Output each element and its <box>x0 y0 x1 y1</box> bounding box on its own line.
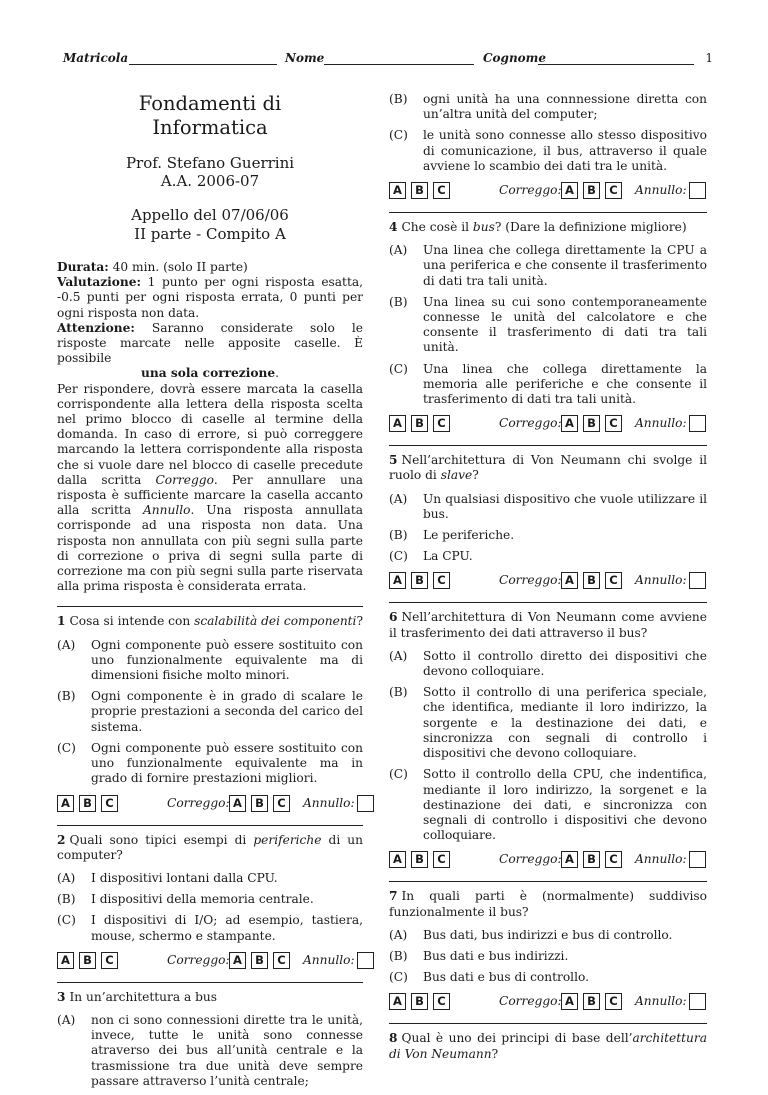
question-number: 2 <box>57 832 66 847</box>
separator <box>389 445 707 446</box>
option-text: Bus dati e bus di controllo. <box>423 970 589 985</box>
appello-date: Appello del 07/06/06 <box>131 206 289 224</box>
option-item <box>57 638 363 684</box>
options-list <box>389 928 707 986</box>
correggo-label: Correggo: <box>499 573 562 588</box>
question-emphasis: periferiche <box>253 832 322 847</box>
cognome-label: Cognome <box>483 51 547 65</box>
option-text: non ci sono connessioni dirette tra le unità, invece, tutte le unità sono connesse atraverso dei bus all’unità centrale e la trasmissione tra due unità deve sempre passare attraverso l’unità centrale; <box>91 1012 363 1088</box>
option-item <box>57 913 363 943</box>
attenzione-text: Saranno considerate solo le risposte marcate nelle apposite caselle. È possibile <box>57 320 363 366</box>
option-item <box>389 92 707 122</box>
option-label: (C) <box>389 128 408 143</box>
option-text: La CPU. <box>423 549 473 564</box>
academic-year: A.A. 2006-07 <box>160 172 260 190</box>
answer-row <box>389 180 707 206</box>
answer-row <box>389 849 707 875</box>
correction-box-a[interactable]: A <box>561 851 578 868</box>
instructions-body <box>57 382 363 595</box>
question-post: di un computer? <box>57 832 363 862</box>
correction-box-a[interactable]: A <box>229 795 246 812</box>
option-item <box>389 549 707 564</box>
options-list <box>57 1013 363 1089</box>
answer-box-b[interactable]: B <box>411 182 428 199</box>
option-label: (B) <box>389 685 408 700</box>
option-item <box>389 970 707 985</box>
option-text: Bus dati e bus indirizzi. <box>423 948 569 963</box>
option-text: Sotto il controllo della CPU, che indentifica, mediante il loro indirizzo, la sorgenet e la destinazione dei dati, e sincronizza con segnali di controllo i dispositivi che devono colloquiare. <box>423 767 707 843</box>
correction-box-b[interactable]: B <box>583 851 600 868</box>
question-5 <box>389 453 707 564</box>
separator <box>57 606 363 607</box>
annullo-label: Annullo: <box>635 573 687 588</box>
correction-box-c[interactable]: C <box>605 182 622 199</box>
page-number: 1 <box>705 51 713 65</box>
option-label: (A) <box>57 870 76 885</box>
correction-box-b[interactable]: B <box>583 572 600 589</box>
answer-box-b[interactable]: B <box>79 795 96 812</box>
valutazione-line <box>57 275 363 321</box>
option-text: ogni unità ha una connnessione diretta con un’altra unità del computer; <box>423 92 707 122</box>
matricola-field[interactable] <box>129 64 277 65</box>
annullo-label: Annullo: <box>635 183 687 198</box>
correction-box-a[interactable]: A <box>561 182 578 199</box>
question-emphasis: bus <box>472 220 495 235</box>
option-item <box>389 949 707 964</box>
option-text: Sotto il controllo di una periferica speciale, che identifica, mediante il loro indirizzo, la sorgente e la destinazione dei dati, e sincronizza con segnali di controllo i dispositivi che devono colloquiare. <box>423 685 707 761</box>
professor: Prof. Stefano Guerrini <box>125 154 295 172</box>
question-post: ? (Dare la definizione migliore) <box>494 220 687 235</box>
correction-box-a[interactable]: A <box>561 993 578 1010</box>
answer-row <box>389 570 707 596</box>
question-3 <box>57 990 363 1089</box>
correction-box-c[interactable]: C <box>605 993 622 1010</box>
option-text: Un qualsiasi dispositivo che vuole utilizzare il bus. <box>423 491 707 521</box>
course-title-line2: Informatica <box>152 116 268 139</box>
option-label: (A) <box>57 1012 76 1027</box>
separator <box>389 881 707 882</box>
answer-box-c[interactable]: C <box>433 851 450 868</box>
option-text: I dispositivi della memoria centrale. <box>91 892 314 907</box>
separator <box>57 825 363 826</box>
option-text: Ogni componente è in grado di scalare le proprie prestazioni a seconda del carico del sistema. <box>91 689 363 734</box>
durata-label: Durata: <box>57 260 109 274</box>
annullo-box[interactable] <box>357 795 374 812</box>
answer-box-c[interactable]: C <box>101 952 118 969</box>
annullo-box[interactable] <box>689 415 706 432</box>
annullo-label: Annullo: <box>635 994 687 1009</box>
annullo-box[interactable] <box>689 993 706 1010</box>
correction-box-a[interactable]: A <box>561 415 578 432</box>
correggo-label: Correggo: <box>499 183 562 198</box>
question-2 <box>57 833 363 944</box>
question-7 <box>389 889 707 985</box>
correggo-word: Correggo <box>155 472 214 487</box>
option-label: (C) <box>389 549 408 564</box>
question-post: ? <box>491 1046 499 1061</box>
annullo-box[interactable] <box>689 851 706 868</box>
question-number: 1 <box>57 614 66 629</box>
answer-box-a[interactable]: A <box>57 952 74 969</box>
attenzione-label: Attenzione: <box>57 320 135 335</box>
annullo-label: Annullo: <box>303 952 355 967</box>
option-text: Bus dati, bus indirizzi e bus di controllo. <box>423 927 673 942</box>
correction-box-c[interactable]: C <box>605 572 622 589</box>
option-text: I dispositivi lontani dalla CPU. <box>91 870 278 885</box>
option-label: (A) <box>389 648 408 663</box>
nome-field[interactable] <box>324 64 474 65</box>
cognome-field[interactable] <box>538 64 694 65</box>
annullo-label: Annullo: <box>303 795 355 810</box>
answer-box-a[interactable]: A <box>389 415 406 432</box>
question-number: 8 <box>389 1031 398 1046</box>
question-text <box>57 833 363 863</box>
separator <box>389 1023 707 1024</box>
option-item <box>389 767 707 843</box>
option-text: le unità sono connesse allo stesso dispositivo di comunicazione, il bus, attraverso il quale avviene lo scambio dei dati tra le unità. <box>423 128 707 173</box>
correggo-label: Correggo: <box>499 416 562 431</box>
instructions-body-2: . Per annullare una risposta è sufficiente marcare la casella accanto alla scritta <box>57 472 363 518</box>
option-label: (A) <box>389 243 408 258</box>
option-label: (C) <box>389 361 408 376</box>
correggo-label: Correggo: <box>167 952 230 967</box>
options-list <box>57 871 363 944</box>
options-list <box>389 243 707 407</box>
question-text <box>389 1031 707 1061</box>
question-pre: In un’architettura a bus <box>69 989 218 1004</box>
nome-label: Nome <box>285 51 325 65</box>
question-emphasis: slave <box>440 468 473 483</box>
correction-box-c[interactable]: C <box>273 795 290 812</box>
option-label: (A) <box>389 491 408 506</box>
option-item <box>57 871 363 886</box>
option-item <box>389 295 707 356</box>
answer-box-c[interactable]: C <box>101 795 118 812</box>
answer-box-a[interactable]: A <box>57 795 74 812</box>
option-label: (A) <box>389 927 408 942</box>
correction-box-c[interactable]: C <box>273 952 290 969</box>
instructions-body-3: . Una risposta annullata corrisponde ad una risposta non data. Una risposta non annullata con più segni sulla parte di correzione o priva di segni sulla parte di correzione ma con più segni sulla parte riservata alla prima risposta è considerata errata. <box>57 503 363 594</box>
option-item <box>57 892 363 907</box>
option-item <box>389 685 707 761</box>
correction-box-b[interactable]: B <box>251 952 268 969</box>
question-6 <box>389 610 707 843</box>
annullo-label: Annullo: <box>635 852 687 867</box>
answer-row <box>57 793 363 819</box>
option-label: (B) <box>389 948 408 963</box>
left-column <box>57 92 363 1095</box>
question-text <box>389 220 707 235</box>
separator <box>389 602 707 603</box>
question-pre: Quali sono tipici esempi di <box>69 832 254 847</box>
correction-box-a[interactable]: A <box>229 952 246 969</box>
option-item <box>389 128 707 174</box>
option-label: (C) <box>389 767 408 782</box>
question-post: ? <box>472 468 479 483</box>
option-item <box>389 362 707 408</box>
instructions <box>57 260 363 594</box>
correggo-label: Correggo: <box>499 852 562 867</box>
option-label: (B) <box>389 528 408 543</box>
valutazione-text: 1 punto per ogni risposta esatta, -0.5 punti per ogni risposta errata, 0 punti per ogni risposta non data. <box>57 275 363 320</box>
answer-box-b[interactable]: B <box>411 851 428 868</box>
answer-box-b[interactable]: B <box>79 952 96 969</box>
student-header <box>63 51 713 67</box>
answer-box-b[interactable]: B <box>411 415 428 432</box>
annullo-word: Annullo <box>142 503 191 518</box>
option-label: (B) <box>389 294 408 309</box>
answer-box-c[interactable]: C <box>433 993 450 1010</box>
option-item <box>389 492 707 522</box>
correction-box-a[interactable]: A <box>561 572 578 589</box>
answer-box-a[interactable]: A <box>389 851 406 868</box>
una-sola-line <box>57 366 363 381</box>
una-sola-dot: . <box>275 366 279 381</box>
question-text <box>57 990 363 1005</box>
durata-text: 40 min. (solo II parte) <box>108 260 248 274</box>
option-text: I dispositivi di I/O; ad esempio, tastiera, mouse, schermo e stampante. <box>91 913 363 943</box>
question-number: 7 <box>389 889 398 904</box>
option-text: Ogni componente può essere sostituito con uno funzionalmente equivalente ma di dimensioni fisiche molto minori. <box>91 637 363 683</box>
exam-part: II parte - Compito A <box>134 225 286 243</box>
question-number: 6 <box>389 610 398 625</box>
option-text: Ogni componente può essere sostituito con uno funzionalmente equivalente ma in grado di fornire prestazioni migliori. <box>91 740 363 786</box>
question-1 <box>57 614 363 786</box>
question-number: 5 <box>389 453 398 468</box>
correction-box-b[interactable]: B <box>583 182 600 199</box>
answer-row <box>389 991 707 1017</box>
answer-box-c[interactable]: C <box>433 572 450 589</box>
question-text <box>57 614 363 629</box>
question-pre: In quali parti è (normalmente) suddiviso funzionalmente il bus? <box>389 889 707 919</box>
correggo-label: Correggo: <box>499 994 562 1009</box>
answer-box-a[interactable]: A <box>389 182 406 199</box>
valutazione-label: Valutazione: <box>57 275 142 290</box>
answer-box-c[interactable]: C <box>433 415 450 432</box>
attenzione-line <box>57 321 363 367</box>
correggo-label: Correggo: <box>167 795 230 810</box>
option-label: (C) <box>57 913 76 928</box>
option-item <box>389 928 707 943</box>
separator <box>57 982 363 983</box>
option-label: (B) <box>389 92 408 106</box>
option-label: (B) <box>57 892 76 907</box>
question-number: 4 <box>389 220 398 235</box>
correction-box-b[interactable]: B <box>583 415 600 432</box>
question-pre: Qual è uno dei principi di base dell’ <box>401 1031 633 1046</box>
annullo-box[interactable] <box>689 182 706 199</box>
separator <box>389 212 707 213</box>
question-text <box>389 889 707 919</box>
option-label: (C) <box>57 740 76 755</box>
answer-row <box>57 950 363 976</box>
correction-box-c[interactable]: C <box>605 851 622 868</box>
option-item <box>57 1013 363 1089</box>
question-emphasis: architettura di Von Neumann <box>389 1031 707 1061</box>
options-list <box>389 492 707 565</box>
annullo-box[interactable] <box>689 572 706 589</box>
option-item <box>389 649 707 679</box>
option-item <box>389 528 707 543</box>
question-emphasis: scalabilità dei componenti <box>194 614 357 629</box>
correction-box-b[interactable]: B <box>583 993 600 1010</box>
option-label: (C) <box>389 970 408 985</box>
una-sola-correzione: una sola correzione <box>141 366 276 381</box>
answer-box-b[interactable]: B <box>411 572 428 589</box>
right-column <box>389 92 707 1062</box>
answer-row <box>389 413 707 439</box>
question-pre: Nell’architettura di Von Neumann come avviene il trasferimento dei dati attraverso il bus? <box>389 610 707 640</box>
annullo-label: Annullo: <box>635 416 687 431</box>
options-list <box>389 649 707 843</box>
answer-box-a[interactable]: A <box>389 993 406 1010</box>
question-number: 3 <box>57 989 66 1004</box>
option-item <box>57 741 363 787</box>
matricola-label: Matricola <box>63 51 129 65</box>
answer-box-b[interactable]: B <box>411 993 428 1010</box>
question-text <box>389 453 707 483</box>
exam-title <box>57 92 363 244</box>
option-text: Una linea che collega direttamente la CPU a una periferica e che consente il trasferimento di dati tra tali unità. <box>423 243 707 288</box>
option-text: Le periferiche. <box>423 528 515 543</box>
option-label: (B) <box>57 689 76 704</box>
correction-box-b[interactable]: B <box>251 795 268 812</box>
durata-line <box>57 260 363 275</box>
question-8 <box>389 1031 707 1061</box>
annullo-box[interactable] <box>357 952 374 969</box>
answer-box-c[interactable]: C <box>433 182 450 199</box>
options-list-continued <box>389 92 707 174</box>
answer-box-a[interactable]: A <box>389 572 406 589</box>
instructions-body-1: Per rispondere, dovrà essere marcata la casella corrispondente alla lettera della risposta scelta nel primo blocco di caselle al termine della domanda. In caso di errore, si può correggere marcando la lettera corrispondente alla risposta che si vuole dare nel blocco di caselle precedute dalla scritta <box>57 381 363 487</box>
question-text <box>389 610 707 640</box>
option-label: (A) <box>57 637 76 652</box>
question-pre: Nell’architettura di Von Neumann chi svolge il ruolo di <box>389 453 707 483</box>
question-pre: Che cosè il <box>401 220 473 235</box>
option-text: Una linea che collega direttamente la memoria alle periferiche e che consente il trasferimento di dati tra tali unità. <box>423 361 707 407</box>
course-title-line1: Fondamenti di <box>138 92 282 115</box>
option-text: Sotto il controllo diretto dei dispositivi che devono colloquiare. <box>423 648 707 679</box>
question-post: ? <box>356 614 364 629</box>
question-4 <box>389 220 707 407</box>
options-list <box>57 638 363 787</box>
correction-box-c[interactable]: C <box>605 415 622 432</box>
option-text: Una linea su cui sono contemporaneamente connesse le unità del calcolatore e che consente il trasferimento di dati tra tali unità. <box>423 294 707 355</box>
option-item <box>389 243 707 289</box>
option-item <box>57 689 363 735</box>
question-pre: Cosa si intende con <box>69 614 195 629</box>
